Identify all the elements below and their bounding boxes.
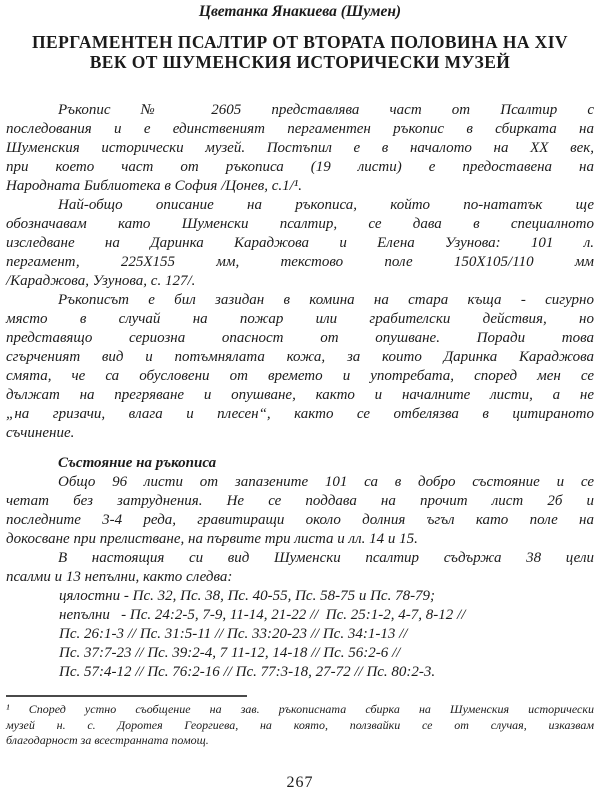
text-line: Ръкописът е бил зазидан в комина на стара къща - сигурно — [58, 292, 594, 308]
text-line: Шуменския исторически музей. Постъпил е в началото на XX век, — [6, 140, 594, 156]
article-title-line-1: ПЕРГАМЕНТЕН ПСАЛТИР ОТ ВТОРАТА ПОЛОВИНА НА XIV — [32, 32, 568, 52]
text-line: четат без затруднения. Не се поддава на прочит лист 2б и — [6, 493, 594, 509]
psalm-list-line: Пс. 26:1-3 // Пс. 31:5-11 // Пс. 33:20-23 // Пс. 34:1-13 // — [59, 626, 408, 642]
text-line: Народната Библиотека в София /Цонев, с.1/¹. — [6, 178, 303, 194]
article-body — [6, 101, 594, 682]
text-line: място в случай на пожар или грабителски действия, но — [6, 311, 594, 327]
text-line: пергамент, 225X155 мм, текстово поле 150X105/110 мм — [6, 254, 594, 270]
footnote-block — [6, 695, 594, 749]
text-line: сгърченият вид и потъмнялата кожа, за които Даринка Караджова — [6, 349, 594, 365]
paragraph-manuscript-intro — [6, 101, 594, 196]
text-line: изследване на Даринка Караджова и Елена Узунова: 101 л. — [6, 235, 594, 251]
text-line: при което част от ръкописа (19 листи) е предоставена на — [6, 159, 594, 175]
psalm-list-line: Пс. 57:4-12 // Пс. 76:2-16 // Пс. 77:3-18, 27-72 // Пс. 80:2-3. — [59, 664, 436, 680]
text-line: дължат на прегряване и опушване, както и началните листи, а не — [6, 387, 594, 403]
text-line: обозначавам като Шуменски псалтир, се дава в специалното — [6, 216, 594, 232]
text-line: Общо 96 листи от запазените 101 са в добро състояние и се — [58, 474, 594, 490]
footnote-line: ¹ Според устно съобщение на зав. ръкописната сбирка на Шуменския исторически — [6, 702, 594, 716]
text-line: псалми и 13 непълни, както следва: — [6, 569, 233, 585]
psalm-list-line: цялостни - Пс. 32, Пс. 38, Пс. 40-55, Пс. 58-75 и Пс. 78-79; — [59, 588, 436, 604]
article-title-line-2: ВЕК ОТ ШУМЕНСКИЯ ИСТОРИЧЕСКИ МУЗЕЙ — [89, 52, 511, 72]
paragraph-chimney-history — [6, 291, 594, 443]
footnote-line: благодарност за всестранната помощ. — [6, 733, 209, 747]
text-line: Най-общо описание на ръкописа, който по-нататък ще — [58, 197, 594, 213]
section-heading-condition: Състояние на ръкописа — [58, 455, 217, 471]
text-line: Ръкопис № 2605 представлява част от Псалтир с — [58, 102, 594, 118]
text-line: представящо сериозна опасност от опушване. Поради това — [6, 330, 594, 346]
psalm-list-line: непълни - Пс. 24:2-5, 7-9, 11-14, 21-22 // Пс. 25:1-2, 4-7, 8-12 // — [59, 607, 466, 623]
article-title — [6, 32, 594, 72]
paragraph-condition — [6, 473, 594, 549]
author-line: Цветанка Янакиева (Шумен) — [198, 3, 402, 20]
text-line: В настоящия си вид Шуменски псалтир съдържа 38 цели — [58, 550, 594, 566]
page-number: 267 — [286, 773, 314, 791]
psalm-list-line: Пс. 37:7-23 // Пс. 39:2-4, 7 11-12, 14-18 // Пс. 56:2-6 // — [59, 645, 401, 661]
footnote-separator-rule — [6, 695, 247, 697]
text-line: докосване при прелистване, на първите три листа и лл. 14 и 15. — [6, 531, 418, 547]
footnote-line: музей н. с. Доротея Георгиева, на която, ползвайки се от случая, изказвам — [6, 717, 594, 732]
text-line: последования и е единственият пергаментен ръкопис в сбирката на — [6, 121, 594, 137]
text-line: /Караджова, Узунова, с. 127/. — [6, 273, 196, 289]
paragraph-contents — [6, 549, 594, 587]
paragraph-description — [6, 196, 594, 291]
text-line: смята, че са обусловени от времето и употребата, според мен се — [6, 368, 594, 384]
text-line: съчинение. — [6, 425, 75, 441]
psalm-list — [6, 587, 594, 682]
text-line: „на гризачи, влага и плесен“, както се отбелязва в цитираното — [6, 406, 594, 422]
text-line: последните 3-4 реда, гравитиращи около долния ъгъл като поле на — [6, 512, 594, 528]
